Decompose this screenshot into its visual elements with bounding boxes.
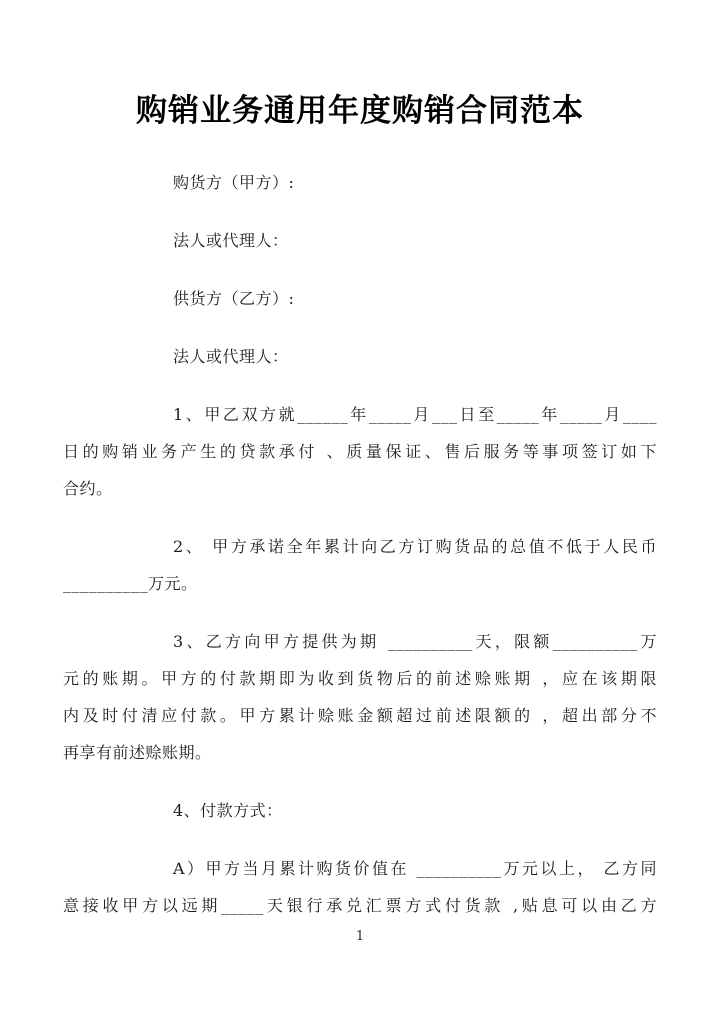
document-line: 合约。 (63, 479, 113, 498)
document-line: 内及时付清应付款。甲方累计赊账金额超过前述限额的 ，超出部分不 (63, 706, 657, 725)
page-number: 1 (355, 929, 365, 944)
document-line: 日的购销业务产生的贷款承付 、质量保证、售后服务等事项签订如下 (63, 442, 657, 461)
document-line: 2、 甲方承诺全年累计向乙方订购货品的总值不低于人民币 (173, 537, 657, 556)
document-line: 3、乙方向甲方提供为期 __________天，限额__________万 (173, 632, 657, 651)
document-line: 再享有前述赊账期。 (63, 743, 212, 762)
document-body (63, 164, 657, 924)
document-line: __________万元。 (63, 574, 198, 593)
document-line: 法人或代理人： (173, 347, 289, 366)
document-line: 供货方（乙方）: (173, 289, 295, 308)
page-content (63, 88, 657, 924)
document-line: A）甲方当月累计购货价值在 __________万元以上， 乙方同 (173, 859, 657, 878)
document-line: 法人或代理人： (173, 231, 289, 250)
document-line: 元的账期。甲方的付款期即为收到货物后的前述赊账期 ，应在该期限 (63, 669, 657, 688)
document-title: 购销业务通用年度购销合同范本 (136, 93, 584, 129)
document-line: 购货方（甲方）: (173, 173, 295, 192)
document-line: 意接收甲方以远期_____天银行承兑汇票方式付货款 ,贴息可以由乙方 (63, 896, 657, 915)
document-line: 1、甲乙双方就______年_____月___日至_____年_____月____ (173, 405, 657, 424)
document-line: 4、付款方式： (173, 801, 283, 820)
